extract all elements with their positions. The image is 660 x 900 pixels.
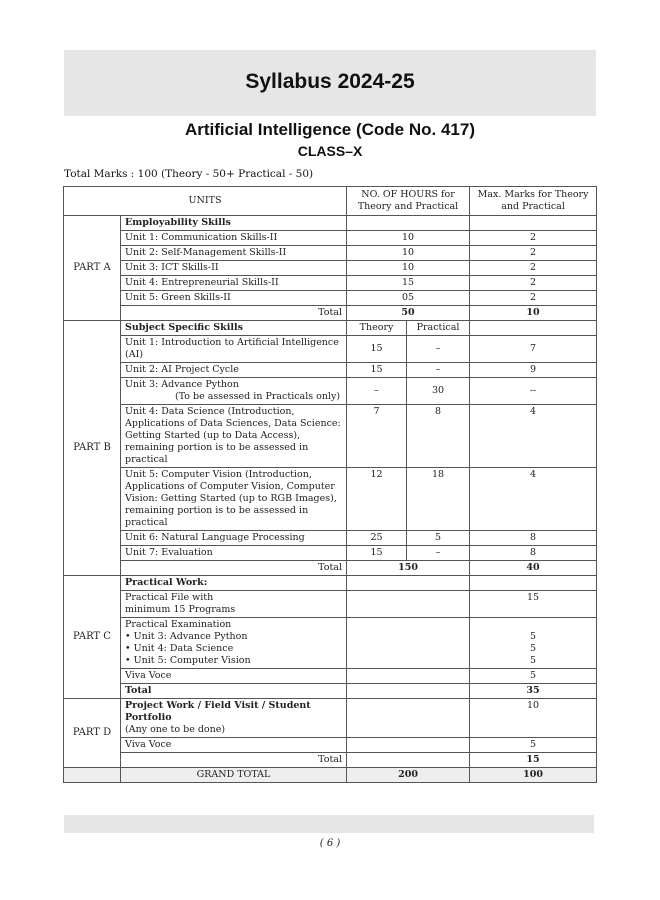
grand-total-hours: 200 (347, 768, 470, 783)
unit-name: Unit 2: Self-Management Skills-II (121, 246, 347, 261)
exam-item-marks: 5 (530, 655, 537, 666)
theory-hours: 12 (347, 468, 407, 531)
unit-name: Unit 4: Data Science (Introduction, Applications of Data Sciences, Data Science: Getting Started (up to Data Access), (125, 406, 341, 441)
table-row (64, 336, 597, 363)
exam-item: • Unit 4: Data Science (125, 643, 234, 654)
theory-header: Theory (347, 321, 407, 336)
footer-bar (64, 815, 594, 833)
total-marks: 40 (470, 561, 597, 576)
theory-hours: 25 (347, 531, 407, 546)
unit-marks: 2 (470, 276, 597, 291)
practical-hours: 30 (407, 378, 470, 405)
unit-marks: 4 (470, 405, 597, 468)
total-label: Total (121, 561, 347, 576)
table-row (64, 753, 597, 768)
table-row (64, 546, 597, 561)
table-row (64, 231, 597, 246)
part-a-heading: Employability Skills (121, 216, 347, 231)
exam-item-marks: 5 (530, 643, 537, 654)
viva-label: Viva Voce (121, 738, 347, 753)
unit-name: Unit 2: AI Project Cycle (121, 363, 347, 378)
part-a-label: PART A (64, 216, 121, 321)
grand-total-label: GRAND TOTAL (121, 768, 347, 783)
unit-marks: 2 (470, 246, 597, 261)
table-row (64, 468, 597, 531)
unit-hours: 15 (347, 276, 470, 291)
unit-name: Unit 3: ICT Skills-II (121, 261, 347, 276)
practical-exam-cell (121, 618, 347, 669)
unit-marks: 7 (470, 336, 597, 363)
unit-marks: 8 (470, 546, 597, 561)
viva-marks: 5 (470, 669, 597, 684)
total-hours: 150 (347, 561, 470, 576)
part-d-label: PART D (64, 699, 121, 768)
total-label: Total (121, 753, 347, 768)
table-row (64, 669, 597, 684)
unit-marks: 2 (470, 291, 597, 306)
table-row (64, 321, 597, 336)
table-row (64, 291, 597, 306)
part-b-heading: Subject Specific Skills (121, 321, 347, 336)
unit-marks: -- (470, 378, 597, 405)
total-label: Total (121, 684, 347, 699)
unit-hours: 10 (347, 261, 470, 276)
exam-item-marks: 5 (530, 631, 537, 642)
total-marks: 15 (470, 753, 597, 768)
exam-item: • Unit 3: Advance Python (125, 631, 248, 642)
table-row (64, 378, 597, 405)
practical-file-label: Practical File with minimum 15 Programs (121, 591, 347, 618)
unit-name: Unit 1: Communication Skills-II (121, 231, 347, 246)
unit-cell (121, 468, 347, 531)
unit-note: remaining portion is to be assessed in practical (125, 505, 309, 528)
table-row (64, 618, 597, 669)
unit-name: Unit 5: Computer Vision (Introduction, Applications of Computer Vision, Computer Vision: Getting Started (up to RGB Images), (125, 469, 337, 504)
theory-hours: 15 (347, 336, 407, 363)
practical-hours: 8 (407, 405, 470, 468)
unit-hours: 10 (347, 246, 470, 261)
theory-hours: 15 (347, 546, 407, 561)
table-row (64, 738, 597, 753)
exam-marks-cell (470, 618, 597, 669)
theory-hours: 7 (347, 405, 407, 468)
unit-name: Unit 7: Evaluation (121, 546, 347, 561)
unit-note: (To be assessed in Practicals only) (175, 391, 341, 402)
total-hours: 50 (347, 306, 470, 321)
table-row (64, 561, 597, 576)
banner-title: Syllabus 2024-25 (245, 70, 415, 93)
exam-item: • Unit 5: Computer Vision (125, 655, 251, 666)
practical-hours: – (407, 363, 470, 378)
table-row (64, 261, 597, 276)
class-label: CLASS–X (297, 143, 363, 159)
total-marks: 35 (470, 684, 597, 699)
unit-marks: 2 (470, 261, 597, 276)
unit-cell (121, 378, 347, 405)
unit-marks: 8 (470, 531, 597, 546)
header-marks: Max. Marks for Theory and Practical (470, 187, 597, 216)
practical-hours: 18 (407, 468, 470, 531)
unit-hours: 05 (347, 291, 470, 306)
table-row (64, 246, 597, 261)
total-marks-line: Total Marks : 100 (Theory - 50+ Practical - 50) (64, 168, 314, 180)
page-number: ( 6 ) (319, 838, 341, 849)
table-row (64, 276, 597, 291)
table-row (64, 363, 597, 378)
practical-hours: – (407, 546, 470, 561)
unit-name: Unit 4: Entrepreneurial Skills-II (121, 276, 347, 291)
practical-file-marks: 15 (470, 591, 597, 618)
theory-hours: – (347, 378, 407, 405)
part-b-label: PART B (64, 321, 121, 576)
unit-marks: 2 (470, 231, 597, 246)
unit-name: Unit 6: Natural Language Processing (121, 531, 347, 546)
project-work-sub: (Any one to be done) (125, 724, 226, 735)
grand-total-row (64, 768, 597, 783)
table-header-row (64, 187, 597, 216)
part-c-label: PART C (64, 576, 121, 699)
project-work-cell (121, 699, 347, 738)
total-label: Total (121, 306, 347, 321)
unit-marks: 9 (470, 363, 597, 378)
total-marks: 10 (470, 306, 597, 321)
table-row (64, 684, 597, 699)
unit-note: remaining portion is to be assessed in practical (125, 442, 309, 465)
table-row (64, 306, 597, 321)
grand-total-marks: 100 (470, 768, 597, 783)
syllabus-table (63, 186, 597, 783)
practical-hours: – (407, 336, 470, 363)
table-row (64, 216, 597, 231)
practical-hours: 5 (407, 531, 470, 546)
table-row (64, 576, 597, 591)
header-units: UNITS (64, 187, 347, 216)
practical-header: Practical (407, 321, 470, 336)
header-hours: NO. OF HOURS for Theory and Practical (347, 187, 470, 216)
unit-hours: 10 (347, 231, 470, 246)
table-row (64, 531, 597, 546)
viva-marks: 5 (470, 738, 597, 753)
unit-marks: 4 (470, 468, 597, 531)
project-work-heading: Project Work / Field Visit / Student Portfolio (125, 700, 311, 723)
practical-exam-label: Practical Examination (125, 619, 232, 630)
subject-title: Artificial Intelligence (Code No. 417) (184, 120, 475, 139)
part-c-heading: Practical Work: (121, 576, 347, 591)
title-banner (64, 50, 596, 116)
viva-label: Viva Voce (121, 669, 347, 684)
unit-name: Unit 3: Advance Python (125, 379, 239, 390)
table-row (64, 699, 597, 738)
theory-hours: 15 (347, 363, 407, 378)
project-work-marks: 10 (470, 699, 597, 738)
unit-name: Unit 1: Introduction to Artificial Intelligence (AI) (121, 336, 347, 363)
unit-cell (121, 405, 347, 468)
table-row (64, 405, 597, 468)
unit-name: Unit 5: Green Skills-II (121, 291, 347, 306)
table-row (64, 591, 597, 618)
